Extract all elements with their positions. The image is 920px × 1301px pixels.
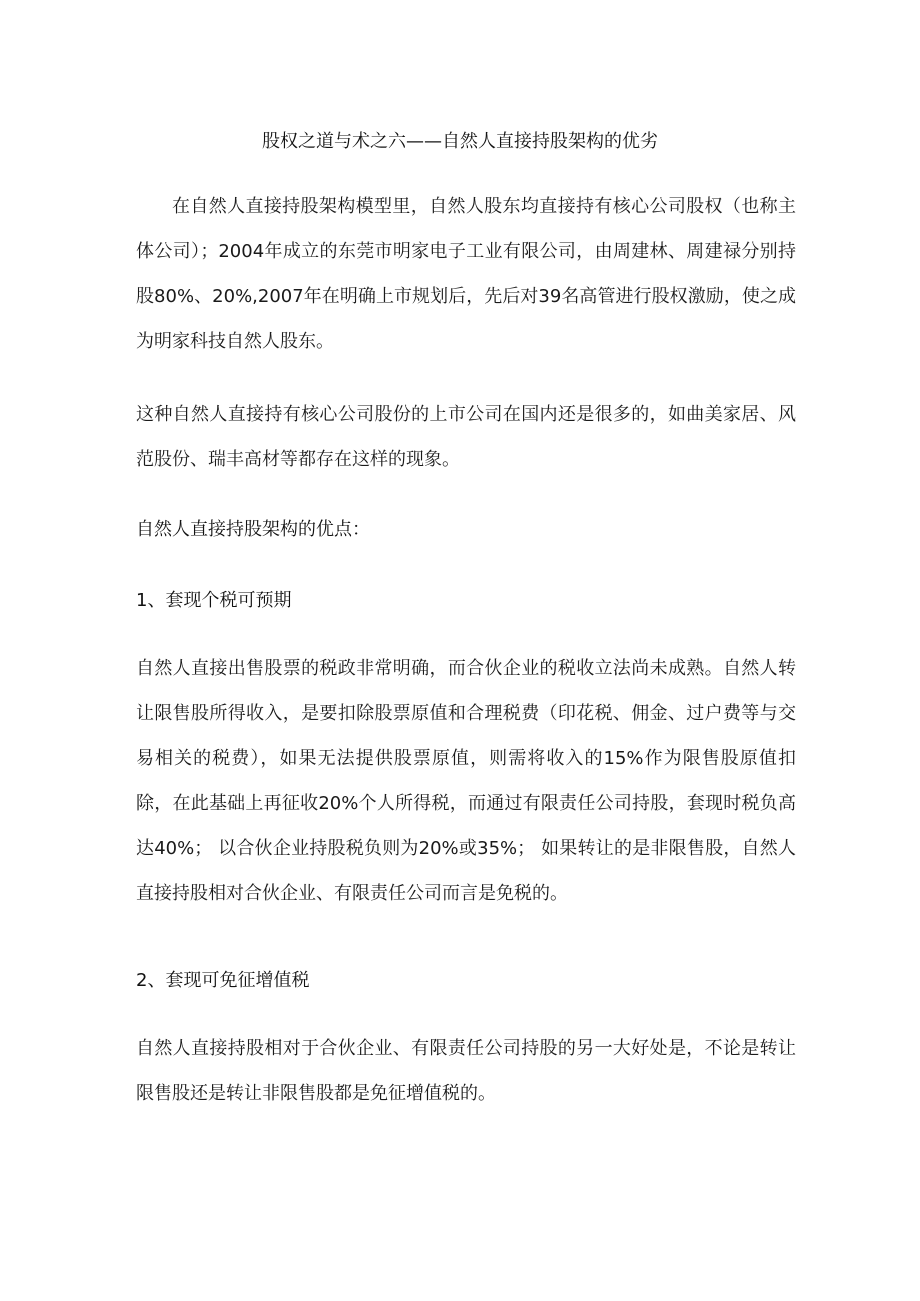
advantages-heading: 自然人直接持股架构的优点： — [136, 519, 370, 540]
point1-heading: 1、套现个税可预期 — [136, 590, 292, 611]
point1-body: 自然人直接出售股票的税政非常明确，而合伙企业的税收立法尚未成熟。自然人转让限售股所得收入，是要扣除股票原值和合理税费（印花税、佣金、过户费等与交易相关的税费），如果无法提供股票原值，则需将收入的15%作为限售股原值扣除，在此基础上再征收20%个人所得税，而通过有限责任公司持股，套现时税负高达40%； 以合伙企业持股税负则为20%或35%； 如果转让的是非限售股，自然人直接持股相对合伙企业、有限责任公司而言是免税的。 — [136, 658, 796, 904]
point2-heading: 2、套现可免征增值税 — [136, 970, 310, 991]
intro-paragraph: 在自然人直接持股架构模型里，自然人股东均直接持有核心公司股权（也称主体公司）；2004年成立的东莞市明家电子工业有限公司，由周建林、周建禄分别持股80%、20%,2007年在明确上市规划后，先后对39名高管进行股权激励，使之成为明家科技自然人股东。 — [136, 196, 796, 352]
examples-paragraph: 这种自然人直接持有核心公司股份的上市公司在国内还是很多的，如曲美家居、风范股份、瑞丰高材等都存在这样的现象。 — [136, 404, 796, 470]
point2-body: 自然人直接持股相对于合伙企业、有限责任公司持股的另一大好处是，不论是转让限售股还是转让非限售股都是免征增值税的。 — [136, 1038, 796, 1104]
document-title: 股权之道与术之六——自然人直接持股架构的优劣 — [262, 131, 658, 152]
